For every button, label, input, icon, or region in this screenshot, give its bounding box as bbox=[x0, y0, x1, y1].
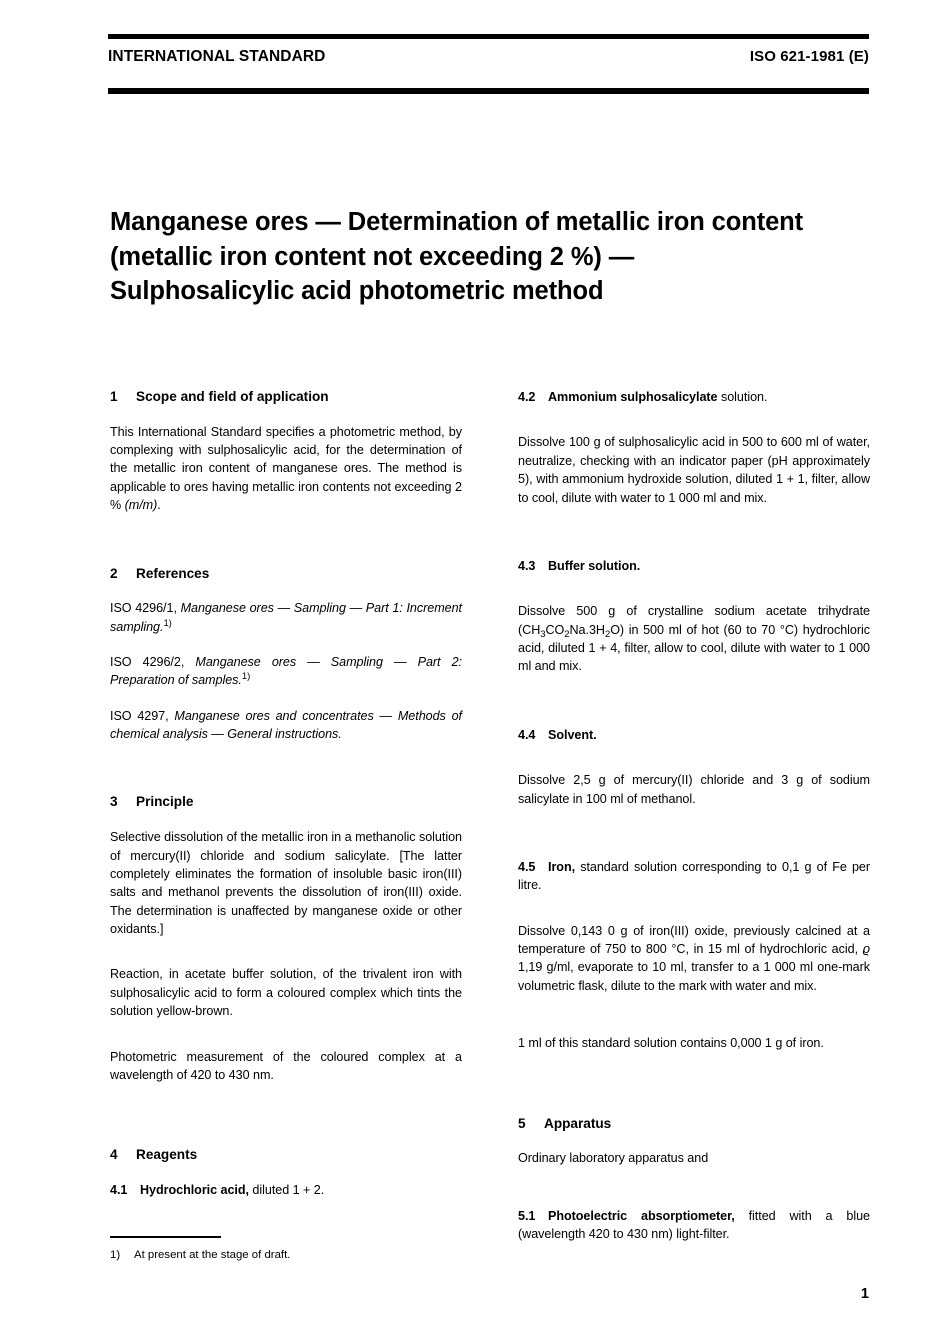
reference-item bbox=[110, 707, 462, 744]
formula-part-3: Na.3H bbox=[569, 622, 605, 637]
formula-subscript-2: 2 bbox=[564, 628, 570, 640]
subsection-paragraph-4-4: Dissolve 2,5 g of mercury(II) chloride and 3 g of sodium salicylate in 100 ml of methanol. bbox=[518, 773, 870, 806]
spacer bbox=[518, 524, 870, 557]
subsection-label-5-1: Photoelectric absorptiometer, bbox=[548, 1208, 735, 1223]
section-number-1: 1 bbox=[110, 389, 118, 404]
footnote-separator-rule bbox=[110, 1236, 221, 1238]
subsection-4-1 bbox=[110, 1181, 462, 1199]
reference-code: ISO 4296/2, bbox=[110, 654, 196, 669]
spacer bbox=[110, 1038, 462, 1048]
page-title bbox=[110, 205, 900, 309]
footnote-marker: 1) bbox=[241, 671, 251, 683]
subsection-number-4-5: 4.5 bbox=[518, 859, 536, 874]
subsection-paragraph-4-5-final: 1 ml of this standard solution contains 0,000 1 g of iron. bbox=[518, 1036, 824, 1051]
section-heading-4 bbox=[110, 1146, 462, 1164]
footnote-text: At present at the stage of draft. bbox=[134, 1249, 291, 1261]
reference-title: Manganese ores — Sampling — Part 1: Increment sampling. bbox=[110, 601, 462, 634]
paragraph-part-2: 1,19 g/ml, evaporate to 10 ml, transfer to a 1 000 ml one-mark volumetric flask, dilute to the mark with water and mix. bbox=[518, 960, 870, 993]
subsection-number-4-2: 4.2 bbox=[518, 390, 536, 404]
spacer bbox=[518, 592, 870, 602]
spacer bbox=[518, 1070, 870, 1115]
footnote-marker: 1) bbox=[163, 617, 172, 629]
footnote-number: 1) bbox=[110, 1249, 121, 1261]
reference-code: ISO 4296/1, bbox=[110, 601, 181, 616]
spacer bbox=[110, 955, 462, 965]
body-columns bbox=[110, 388, 870, 1243]
section-number-5: 5 bbox=[518, 1115, 526, 1131]
section-title-4: Reagents bbox=[136, 1147, 198, 1163]
subsection-number-4-4: 4.4 bbox=[518, 727, 536, 742]
subsection-number-5-1: 5.1 bbox=[518, 1208, 536, 1223]
header-top-rule bbox=[108, 34, 869, 39]
section-1-text-end: . bbox=[157, 498, 161, 513]
spacer bbox=[518, 423, 870, 433]
subsection-number-4-1: 4.1 bbox=[110, 1182, 128, 1197]
section-heading-1 bbox=[110, 388, 462, 406]
subsection-heading-4-4 bbox=[518, 726, 870, 744]
left-column bbox=[110, 388, 462, 1243]
footnote bbox=[110, 1248, 290, 1264]
section-title-2: References bbox=[136, 565, 210, 581]
section-number-4: 4 bbox=[110, 1147, 118, 1163]
spacer bbox=[110, 532, 462, 565]
subsection-number-4-3: 4.3 bbox=[518, 558, 536, 573]
section-title-5: Apparatus bbox=[544, 1115, 612, 1131]
paragraph-part-1: Dissolve 0,143 0 g of iron(III) oxide, previously calcined at a temperature of 750 to 800 °C, in 15 ml of hydrochloric acid, bbox=[518, 923, 870, 956]
spacer bbox=[518, 761, 870, 771]
header-standard-number: ISO 621-1981 (E) bbox=[749, 48, 869, 65]
header-standard-label: INTERNATIONAL STANDARD bbox=[108, 48, 326, 65]
spacer bbox=[110, 1101, 462, 1146]
reference-title: Manganese ores and concentrates — Methods of chemical analysis — General instructions. bbox=[110, 708, 462, 742]
section-5-intro: Ordinary laboratory apparatus and bbox=[518, 1151, 709, 1166]
spacer bbox=[518, 1185, 870, 1207]
page-number: 1 bbox=[860, 1286, 869, 1302]
spacer bbox=[518, 1012, 870, 1034]
subsection-heading-4-2 bbox=[518, 388, 870, 406]
subsection-label-tail-4-5: standard solution corresponding to 0,1 g of Fe per litre. bbox=[518, 859, 870, 893]
subsection-label-4-1: Hydrochloric acid, bbox=[140, 1182, 249, 1197]
section-heading-2 bbox=[110, 565, 462, 583]
header-bottom-rule bbox=[108, 88, 869, 94]
subsection-paragraph-4-2: Dissolve 100 g of sulphosalicylic acid in 500 to 600 ml of water, neutralize, checking with an indicator paper (pH approximately 5), with ammonium hydroxide solution, diluted 1 + 1, filter, allow to cool, dilute with water to 1 000 ml and mix. bbox=[518, 435, 870, 505]
section-1-text: This International Standard specifies a photometric method, by complexing with sulphosalicylic acid, for the determination of the metallic iron content of manganese ores. The method is applicable to ores having metallic iron contents not exceeding 2 % bbox=[110, 424, 462, 513]
subsection-label-4-5: Iron, bbox=[548, 859, 576, 874]
reference-code: ISO 4297, bbox=[110, 708, 175, 723]
spacer bbox=[518, 912, 870, 922]
document-header bbox=[108, 48, 869, 66]
subsection-heading-4-3 bbox=[518, 557, 870, 575]
spacer bbox=[518, 825, 870, 858]
subsection-text-4-1: diluted 1 + 2. bbox=[248, 1182, 325, 1197]
title-line-3: Sulphosalicylic acid photometric method bbox=[110, 277, 604, 306]
spacer bbox=[110, 760, 462, 793]
spacer bbox=[518, 693, 870, 726]
reference-title: Manganese ores — Sampling — Part 2: Preparation of samples. bbox=[110, 654, 462, 688]
section-title-3: Principle bbox=[136, 794, 194, 810]
subsection-heading-4-5 bbox=[518, 858, 870, 895]
subsection-label-4-3: Buffer solution. bbox=[548, 558, 641, 573]
section-heading-5 bbox=[518, 1115, 870, 1133]
section-3-paragraph-1: Selective dissolution of the metallic iron in a methanolic solution of mercury(II) chloride and sodium salicylate. [The latter completely eliminates the formation of insoluble basic iron(III) salts and methanol prevents the dissolution of iron(III) oxide. The determination is unaffected by manganese oxide or other oxidants.] bbox=[110, 830, 462, 937]
formula-part-2: CO bbox=[545, 622, 565, 637]
subsection-paragraph-4-3 bbox=[518, 602, 870, 676]
section-number-2: 2 bbox=[110, 565, 118, 581]
subsection-label-4-2: Ammonium sulphosalicylate bbox=[548, 390, 718, 404]
section-number-3: 3 bbox=[110, 794, 118, 810]
title-line-1: Manganese ores — Determination of metallic iron content bbox=[110, 208, 804, 236]
reference-item bbox=[110, 653, 462, 690]
formula-subscript-3: 2 bbox=[604, 628, 611, 640]
subsection-paragraph-4-5 bbox=[518, 922, 870, 996]
subsection-5-1 bbox=[518, 1207, 870, 1244]
formula-subscript-1: 3 bbox=[540, 628, 546, 640]
formula-part-1: Dissolve 500 g of crystalline sodium acetate trihydrate (CH bbox=[518, 604, 870, 637]
section-3-paragraph-2: Reaction, in acetate buffer solution, of the trivalent iron with sulphosalicylic acid to form a coloured complex which tints the solution yellow-brown. bbox=[110, 967, 462, 1019]
subsection-text-5-1: fitted with a blue (wavelength 420 to 430 nm) light-filter. bbox=[518, 1208, 870, 1241]
section-3-paragraph-3: Photometric measurement of the coloured complex at a wavelength of 420 to 430 nm. bbox=[110, 1049, 462, 1082]
section-heading-3 bbox=[110, 793, 462, 811]
subsection-label-4-4: Solvent. bbox=[548, 727, 597, 742]
title-line-2: (metallic iron content not exceeding 2 %) — bbox=[110, 242, 635, 271]
section-1-paragraph bbox=[110, 423, 462, 515]
density-symbol: ϱ bbox=[862, 942, 870, 956]
right-column bbox=[518, 388, 870, 1243]
formula-part-4: O) in 500 ml of hot (60 to 70 °C) hydrochloric acid, diluted 1 + 4, filter, allow to cool, dilute with water to 1 000 ml and mix. bbox=[518, 622, 870, 674]
section-title-1: Scope and field of application bbox=[136, 389, 329, 404]
subsection-label-tail-4-2: solution. bbox=[717, 390, 768, 404]
reference-item bbox=[110, 599, 462, 636]
section-1-italic-tail: (m/m) bbox=[124, 498, 158, 513]
